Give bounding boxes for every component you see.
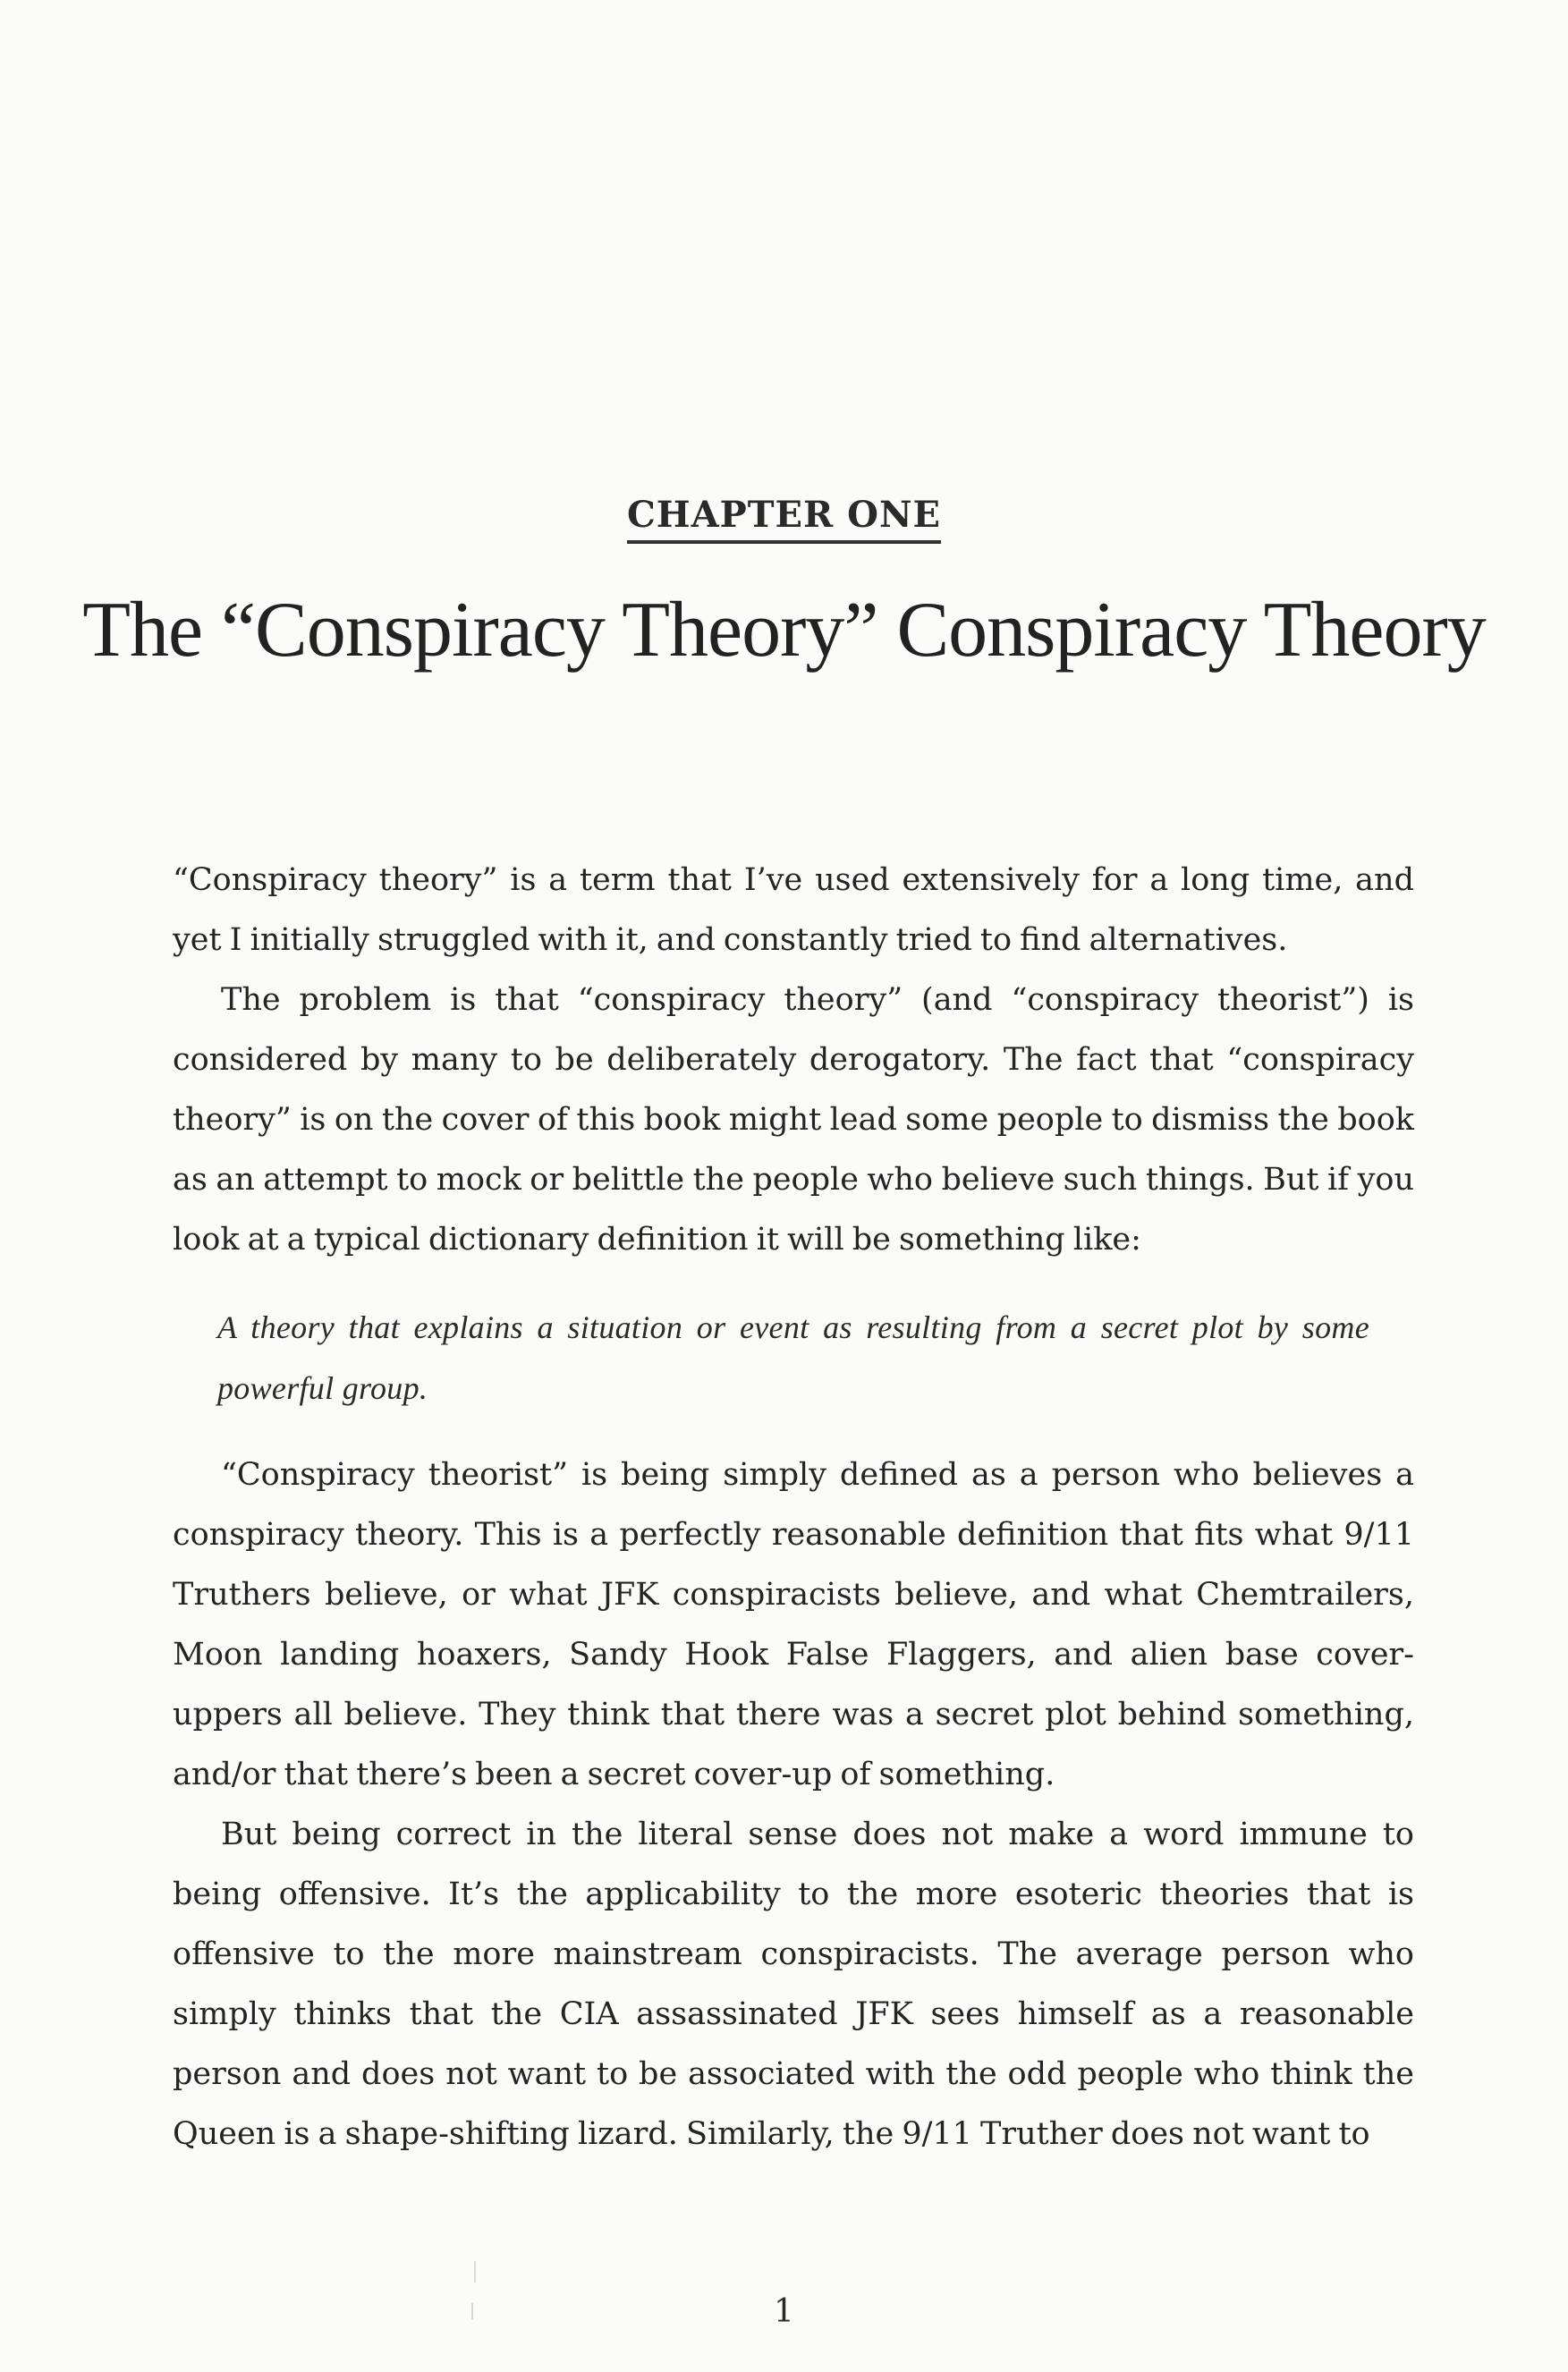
paragraph: The problem is that “conspiracy theory” (and “conspiracy theorist”) is considered by many to be deliberately derogatory. The fact that “conspiracy theory” is on the cover of this book might lead some people to dismiss the book as an attempt to mock or belittle the people who believe such things. But if you look at a typical dictionary definition it will be something like:: [173, 982, 1414, 1258]
chapter-label-text: CHAPTER ONE: [627, 492, 941, 544]
scan-artifact: [474, 2261, 476, 2283]
paragraph: “Conspiracy theorist” is being simply defined as a person who believes a conspiracy theory. This is a perfectly reasonable definition that fits what 9/11 Truthers believe, or what JFK conspiracists believe, and what Chemtrailers, Moon landing hoaxers, Sandy Hook False Flaggers, and alien base cover-uppers all believe. They think that there was a secret plot behind something, and/or that there’s been a secret cover-up of something.: [173, 1457, 1414, 1792]
body-text: [173, 851, 1414, 2164]
chapter-title: The “Conspiracy Theory” Conspiracy Theory: [82, 587, 1486, 673]
paragraph: “Conspiracy theory” is a term that I’ve used extensively for a long time, and yet I initially struggled with it, and constantly tried to find alternatives.: [173, 862, 1414, 958]
scan-artifact: [471, 2303, 473, 2319]
block-quote: A theory that explains a situation or event as resulting from a secret plot by some powerful group.: [217, 1309, 1369, 1406]
page-number: 1: [774, 2293, 794, 2330]
chapter-label: [0, 492, 1568, 544]
paragraph: But being correct in the literal sense does not make a word immune to being offensive. It’s the applicability to the more esoteric theories that is offensive to the more mainstream conspiracists. The average person who simply thinks that the CIA assassinated JFK sees himself as a reasonable person and does not want to be associated with the odd people who think the Queen is a shape-shifting lizard. Similarly, the 9/11 Truther does not want to: [173, 1817, 1414, 2152]
